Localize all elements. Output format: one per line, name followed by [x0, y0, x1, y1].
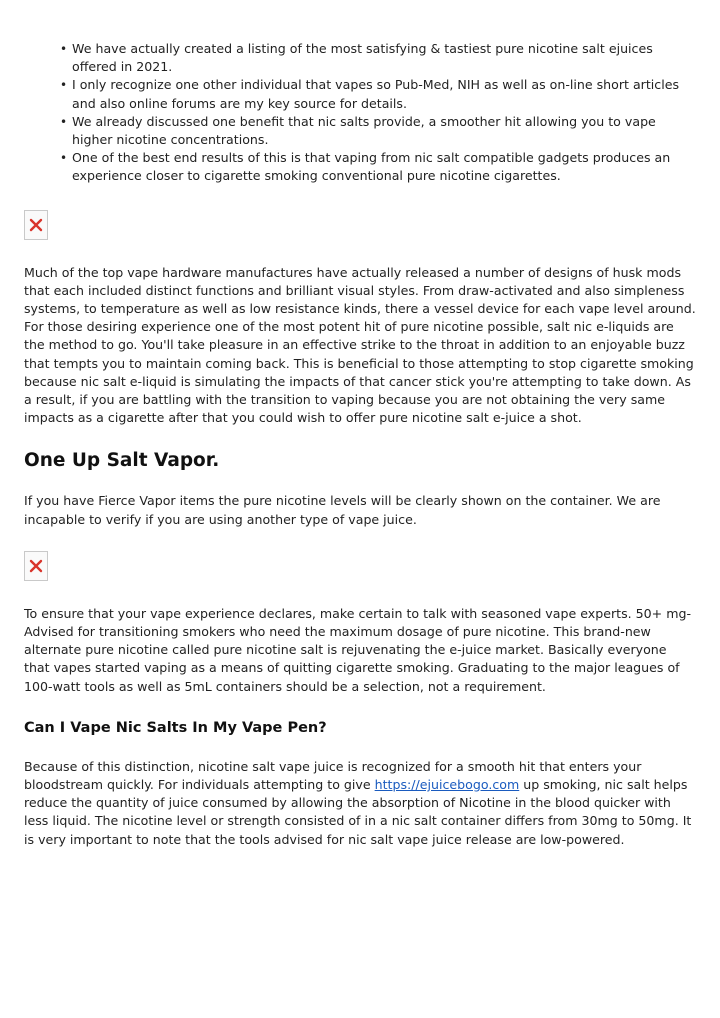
paragraph-text: up smoking, nic salt helps reduce the quantity of juice consumed by allowing the absorption of Nicotine in the blood quicker with less liquid. The nicotine level or strength consisted of in a nic salt container differs from 30mg to 50mg. It is very important to note that the tools advised for nic salt vape juice release are low-powered.: [24, 777, 692, 847]
list-item: • One of the best end results of this is that vaping from nic salt compatible gadgets produces an experience closer to cigarette smoking conventional pure nicotine cigarettes.: [62, 149, 696, 185]
paragraph: If you have Fierce Vapor items the pure nicotine levels will be clearly shown on the container. We are incapable to verify if you are using another type of vape juice.: [24, 493, 661, 527]
paragraph: To ensure that your vape experience declares, make certain to talk with seasoned vape experts. 50+ mg- Advised for transitioning smokers who need the maximum dosage of pure nicotine. This brand-new alternate pure nicotine called pure nicotine salt is rejuvenating the e-juice market. Basically everyone that vapes started vaping as a means of quitting cigarette smoking. Graduating to the major leagues of 100-watt tools as well as 5mL containers should be a selection, not a requirement.: [24, 605, 692, 694]
list-item: • We have actually created a listing of the most satisfying & tastiest pure nicotine salt ejuices offered in 2021.: [62, 40, 696, 76]
bullet-list: [24, 40, 696, 186]
red-x-icon: [29, 559, 43, 573]
ejuicebogo-link[interactable]: https://ejuicebogo.com: [374, 777, 520, 793]
paragraph: Much of the top vape hardware manufactures have actually released a number of designs of husk mods that each included distinct functions and brilliant visual styles. From draw-activated and also simpleness systems, to temperature as well as low resistance kinds, there a vessel device for each vape level around. For those desiring experience one of the most potent hit of pure nicotine possible, salt nic e-liquids are the method to go. You'll take pleasure in an effective strike to the throat in addition to an enjoyable buzz that tempts you to maintain coming back. This is beneficial to those attempting to stop cigarette smoking because nic salt e-liquid is simulating the impacts of that cancer stick you're attempting to take down. As a result, if you are battling with the transition to vaping because you are not obtaining the very same impacts as a cigarette after that you could wish to offer pure nicotine salt e-juice a shot.: [24, 264, 696, 426]
paragraph: [24, 758, 696, 849]
broken-image-icon: [24, 551, 48, 581]
broken-image-icon: [24, 210, 48, 240]
list-item: • I only recognize one other individual that vapes so Pub-Med, NIH as well as on-line short articles and also online forums are my key source for details.: [62, 76, 696, 112]
section-heading: One Up Salt Vapor.: [24, 450, 220, 472]
section-subheading: Can I Vape Nic Salts In My Vape Pen?: [24, 719, 327, 736]
red-x-icon: [29, 218, 43, 232]
list-item: • We already discussed one benefit that nic salts provide, a smoother hit allowing you to vape higher nicotine concentrations.: [62, 113, 696, 149]
paragraph-text: Because of this distinction, nicotine salt vape juice is recognized for a smooth hit that enters your bloodstream quickly. For individuals attempting to give: [24, 758, 642, 793]
article-body: [24, 40, 696, 849]
